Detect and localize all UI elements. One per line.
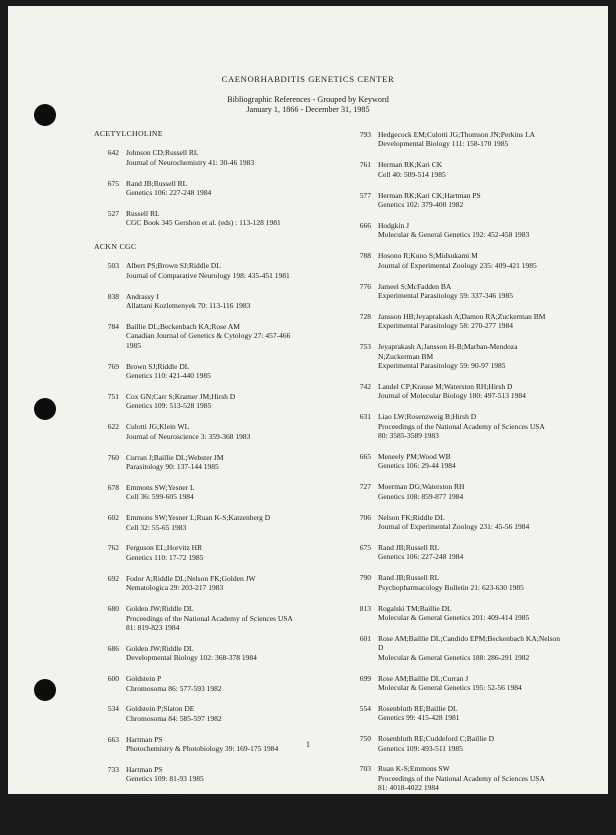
page-header [8,74,608,114]
left-column [94,129,334,826]
reference-body [378,312,578,331]
reference-citation: Journal of Comparative Neurology 198: 435-451 1981 [126,270,290,280]
reference-citation: Proceedings of the National Academy of Sciences USA [378,773,545,783]
reference-citation: Genetics 106: 227-248 1984 [378,552,464,562]
reference-body [378,674,578,693]
reference-number: 790 [359,573,371,583]
reference-authors: Baillie DL;Beckenbach KA;Rose AM [126,321,240,331]
reference-body [378,342,578,370]
reference-number: 703 [359,764,371,774]
reference-number: 838 [107,291,119,301]
reference-entry [94,292,334,311]
reference-entry [94,179,334,198]
reference-body [126,179,334,198]
reference-authors: Hartman PS [126,765,163,775]
reference-entry [94,644,334,663]
reference-citation: Experimental Parasitology 58: 270-277 1984 [378,321,513,331]
reference-body [378,191,578,210]
reference-body [378,251,578,270]
reference-number: 733 [107,765,119,775]
reference-authors: Rand JB;Russell RL [378,542,440,552]
reference-citation: Nematologica 29: 203-217 1983 [126,583,224,593]
punch-hole [34,679,56,701]
reference-body [126,483,334,502]
reference-entry [346,704,578,723]
reference-citation: Allattani Kozlemenyek 70: 113-116 1983 [126,300,251,310]
reference-body [378,221,578,240]
reference-authors: Albert PS;Brown SJ;Riddle DL [126,261,221,271]
reference-authors: Fodor A;Riddle DL;Nelson FK;Golden JW [126,573,256,583]
reference-body [126,148,334,167]
reference-citation: D [378,643,384,653]
reference-number: 760 [107,452,119,462]
reference-citation: Genetics 109: 81-93 1985 [126,774,204,784]
reference-authors: Rose AM;Baillie DL;Curran J [378,673,469,683]
reference-authors: Hartman PS [126,734,163,744]
reference-number: 527 [107,209,119,219]
reference-authors: Herman RK;Kari CK;Hartman PS [378,190,481,200]
reference-citation: Proceedings of the National Academy of Sciences USA [378,421,545,431]
reference-number: 642 [107,148,119,158]
reference-citation: Genetics 110: 17-72 1985 [126,552,204,562]
reference-authors: Hosono R;Kuno S;Midsukami M [378,251,478,261]
reference-entry [94,362,334,381]
reference-number: 675 [107,178,119,188]
reference-entry [94,483,334,502]
reference-entry [94,604,334,632]
reference-body [378,160,578,179]
reference-body [126,261,334,280]
reference-citation: Psychopharmacology Bulletin 21: 623-630 1985 [378,582,524,592]
reference-body [378,634,578,662]
reference-entry [94,322,334,350]
reference-citation: 1985 [126,340,141,350]
reference-citation: Genetics 102: 159-178 1982 [126,804,212,814]
reference-body [126,513,334,532]
reference-citation: Cell 40: 509-514 1985 [378,169,446,179]
reference-number: 753 [359,342,371,352]
reference-citation: Chromosoma 86: 577-593 1982 [126,683,222,693]
reference-entry [94,148,334,167]
reference-entry [94,392,334,411]
reference-body [126,422,334,441]
reference-body [126,765,334,784]
reference-authors: Andrassy I [126,291,159,301]
reference-entry [346,382,578,401]
reference-body [378,412,578,440]
reference-citation: Proceedings of the National Academy of Sciences USA [126,613,293,623]
punch-hole [34,398,56,420]
reference-body [378,513,578,532]
reference-citation: Cell 32: 55-65 1983 [126,522,187,532]
reference-authors: Hartman PS;Herman RK [126,795,201,805]
reference-citation: Genetics 110: 421-440 1985 [126,371,211,380]
reference-number: 813 [359,603,371,613]
reference-body [378,130,578,149]
reference-authors: Curran J;Baillie DL;Webster JM [126,452,224,462]
reference-entry [346,130,578,149]
reference-citation: Journal of Experimental Zoology 235: 409-421 1985 [378,260,537,270]
reference-entry [346,604,578,623]
reference-body [126,362,334,381]
reference-entry [94,574,334,593]
reference-citation: Journal of Biological Chemistry 258: 12804-12809 1983 [378,813,549,823]
keyword-heading: ACKN CGC [94,241,137,251]
reference-citation: Genetics 102: 379-400 1982 [378,200,464,210]
reference-authors: Emmons SW;Yesner L [126,482,195,492]
reference-authors: Brown SJ;Riddle DL [126,361,190,371]
reference-body [378,573,578,592]
keyword-heading: ACETYLCHOLINE [94,129,163,138]
reference-authors: Sanford T;Golomb M;Riddle DL [378,804,477,814]
reference-entry [94,543,334,562]
reference-entry [346,513,578,532]
reference-citation: Journal of Neurochemistry 41: 30-46 1983 [126,157,255,167]
page-title: CAENORHABDITIS GENETICS CENTER [221,74,395,84]
reference-number: 761 [359,160,371,170]
reference-authors: Landel CP;Krause M;Waterston RH;Hirsh D [378,381,513,391]
reference-entry [346,160,578,179]
reference-authors: Rogalski TM;Baillie DL [378,603,452,613]
reference-number: 602 [107,513,119,523]
reference-body [378,482,578,501]
reference-entry [346,282,578,301]
reference-citation: Genetics 109: 493-511 1985 [378,743,463,753]
reference-number: 554 [359,703,371,713]
reference-authors: Rosenbluth RE;Baillie DL [378,703,458,713]
reference-entry [94,209,334,228]
reference-citation: Experimental Parasitology 59: 90-97 1985 [378,361,506,370]
reference-authors: Liao LW;Rosenzweig B;Hirsh D [378,412,477,422]
reference-body [378,704,578,723]
reference-citation: Journal of Experimental Zoology 231: 45-56 1984 [378,521,530,531]
reference-number: 666 [359,220,371,230]
reference-number: 601 [359,633,371,643]
reference-body [378,543,578,562]
reference-number: 503 [107,261,119,271]
reference-number: 663 [107,734,119,744]
reference-citation: N;Zuckerman BM [378,351,434,361]
reference-authors: Nelson FK;Riddle DL [378,512,445,522]
reference-body [378,804,578,823]
reference-body [126,322,334,350]
reference-entry [346,221,578,240]
reference-citation: 81: 4018-4022 1984 [378,783,439,793]
reference-authors: Emmons SW;Yesner L;Ruan K-S;Katzenberg D [126,513,271,523]
reference-authors: Rand JB;Russell RL [378,573,440,583]
reference-entry [94,704,334,723]
reference-authors: Cox GN;Carr S;Kramer JM;Hirsh D [126,391,236,401]
reference-body [126,453,334,472]
reference-number: 678 [107,482,119,492]
reference-citation: 81: 819-823 1984 [126,622,180,632]
reference-authors: Herman RK;Kari CK [378,160,443,170]
reference-number: 751 [107,391,119,401]
reference-body [378,382,578,401]
reference-number: 631 [359,412,371,422]
reference-citation: Photochemistry & Photobiology 39: 169-175 1984 [126,744,279,754]
reference-citation: Genetics 108: 859-877 1984 [378,491,464,501]
reference-citation: Molecular & General Genetics 188: 286-291 1982 [378,652,530,662]
reference-authors: Goldstein P;Slaton DE [126,704,195,714]
reference-citation: Developmental Biology 111: 158-170 1985 [378,139,509,149]
reference-citation: Genetics 106: 29-44 1984 [378,461,456,471]
reference-entry [346,634,578,662]
reference-entry [346,804,578,823]
reference-number: 728 [359,311,371,321]
reference-entry [346,674,578,693]
reference-citation: Molecular & General Genetics 195: 52-56 1984 [378,682,522,692]
page-number: 1 [306,740,310,749]
reference-authors: Ruan K-S;Emmons SW [378,764,450,774]
reference-authors: Jameel S;McFadden BA [378,281,452,291]
reference-citation: Genetics 99: 415-428 1981 [378,713,460,723]
reference-citation: Developmental Biology 102: 368-378 1984 [126,653,257,663]
reference-entry [94,422,334,441]
reference-citation: Experimental Parasitology 59: 337-346 1985 [378,290,513,300]
reference-citation: Molecular & General Genetics 201: 409-414 1985 [378,612,530,622]
reference-authors: Russell RL [126,209,160,219]
reference-authors: Rose AM;Baillie DL;Candido EPM;Beckenbach KA;Nelson [378,633,561,643]
reference-citation: Cell 36: 599-605 1984 [126,492,194,502]
reference-entry [346,342,578,370]
reference-authors: Moerman DG;Waterston RH [378,482,465,492]
document-page [8,6,608,823]
reference-authors: Golden JW;Riddle DL [126,643,194,653]
reference-citation: CGC Book 345 Gershon et al. (eds) : 113-128 1981 [126,218,281,228]
reference-number: 706 [359,512,371,522]
reference-citation: Molecular & General Genetics 192: 452-458 1983 [378,230,530,240]
reference-body [126,209,334,228]
reference-number: 654 [359,804,371,814]
page-subtitle: Bibliographic References - Grouped by Keyword [227,95,389,104]
reference-citation: Chromosoma 84: 585-597 1982 [126,713,222,723]
reference-entry [94,765,334,784]
reference-citation: Parasitology 90: 137-144 1985 [126,461,219,471]
reference-authors: Hodgkin J [378,220,410,230]
reference-body [126,604,334,632]
reference-entry [94,795,334,814]
reference-body [126,795,334,814]
reference-number: 665 [359,451,371,461]
reference-entry [346,191,578,210]
reference-number: 727 [359,482,371,492]
reference-number: 784 [107,321,119,331]
reference-number: 686 [107,643,119,653]
date-range: January 1, 1866 - December 31, 1985 [246,104,370,114]
reference-entry [346,251,578,270]
reference-authors: Johnson CD;Russell RL [126,148,199,158]
reference-entry [346,452,578,471]
reference-citation: Genetics 109: 513-528 1985 [126,401,212,411]
reference-citation: 80: 3585-3589 1983 [378,431,439,441]
reference-authors: Golden JW;Riddle DL [126,604,194,614]
reference-entry [94,674,334,693]
reference-number: 699 [359,673,371,683]
reference-authors: Meneely PM;Wood WB [378,451,451,461]
reference-entry [346,543,578,562]
reference-citation: Journal of Neuroscience 3: 359-368 1983 [126,431,251,441]
reference-citation: Genetics 106: 227-248 1984 [126,188,212,198]
reference-body [126,574,334,593]
reference-body [126,644,334,663]
reference-number: 762 [107,543,119,553]
reference-number: 600 [107,674,119,684]
reference-body [378,764,578,792]
reference-entry [346,764,578,792]
reference-citation: Journal of Molecular Biology 180: 497-513 1984 [378,391,526,401]
reference-number: 577 [359,190,371,200]
reference-body [378,452,578,471]
reference-authors: Jeyaprakash A;Jansson H-B;Marban-Mendoza [378,342,518,352]
reference-number: 565 [107,795,119,805]
reference-number: 675 [359,542,371,552]
reference-entry [346,312,578,331]
reference-body [126,543,334,562]
reference-authors: Ferguson EL;Horvitz HR [126,543,203,553]
reference-number: 776 [359,281,371,291]
reference-number: 692 [107,573,119,583]
reference-entry [346,573,578,592]
right-column [346,130,578,835]
reference-number: 793 [359,130,371,139]
reference-authors: Jansson HB;Jeyaprakash A;Damon RA;Zuckerman BM [378,311,546,321]
reference-body [378,604,578,623]
reference-entry [94,453,334,472]
reference-body [126,704,334,723]
reference-number: 534 [107,704,119,714]
reference-authors: Rosenbluth RE;Cuddeford C;Baillie D [378,734,495,744]
reference-body [126,292,334,311]
reference-authors: Rand JB;Russell RL [126,178,188,188]
reference-entry [346,412,578,440]
reference-entry [94,261,334,280]
reference-body [126,674,334,693]
reference-number: 622 [107,422,119,432]
reference-authors: Hedgecock EM;Culotti JG;Thomson JN;Perkins LA [378,130,536,139]
reference-number: 788 [359,251,371,261]
reference-number: 769 [107,361,119,371]
reference-body [378,282,578,301]
reference-number: 742 [359,381,371,391]
reference-number: 680 [107,604,119,614]
reference-citation: Canadian Journal of Genetics & Cytology 27: 457-466 [126,331,291,341]
reference-body [126,392,334,411]
reference-number: 750 [359,734,371,744]
reference-authors: Culotti JG;Klein WL [126,422,190,432]
reference-entry [346,482,578,501]
reference-authors: Goldstein P [126,674,162,684]
reference-entry [94,513,334,532]
